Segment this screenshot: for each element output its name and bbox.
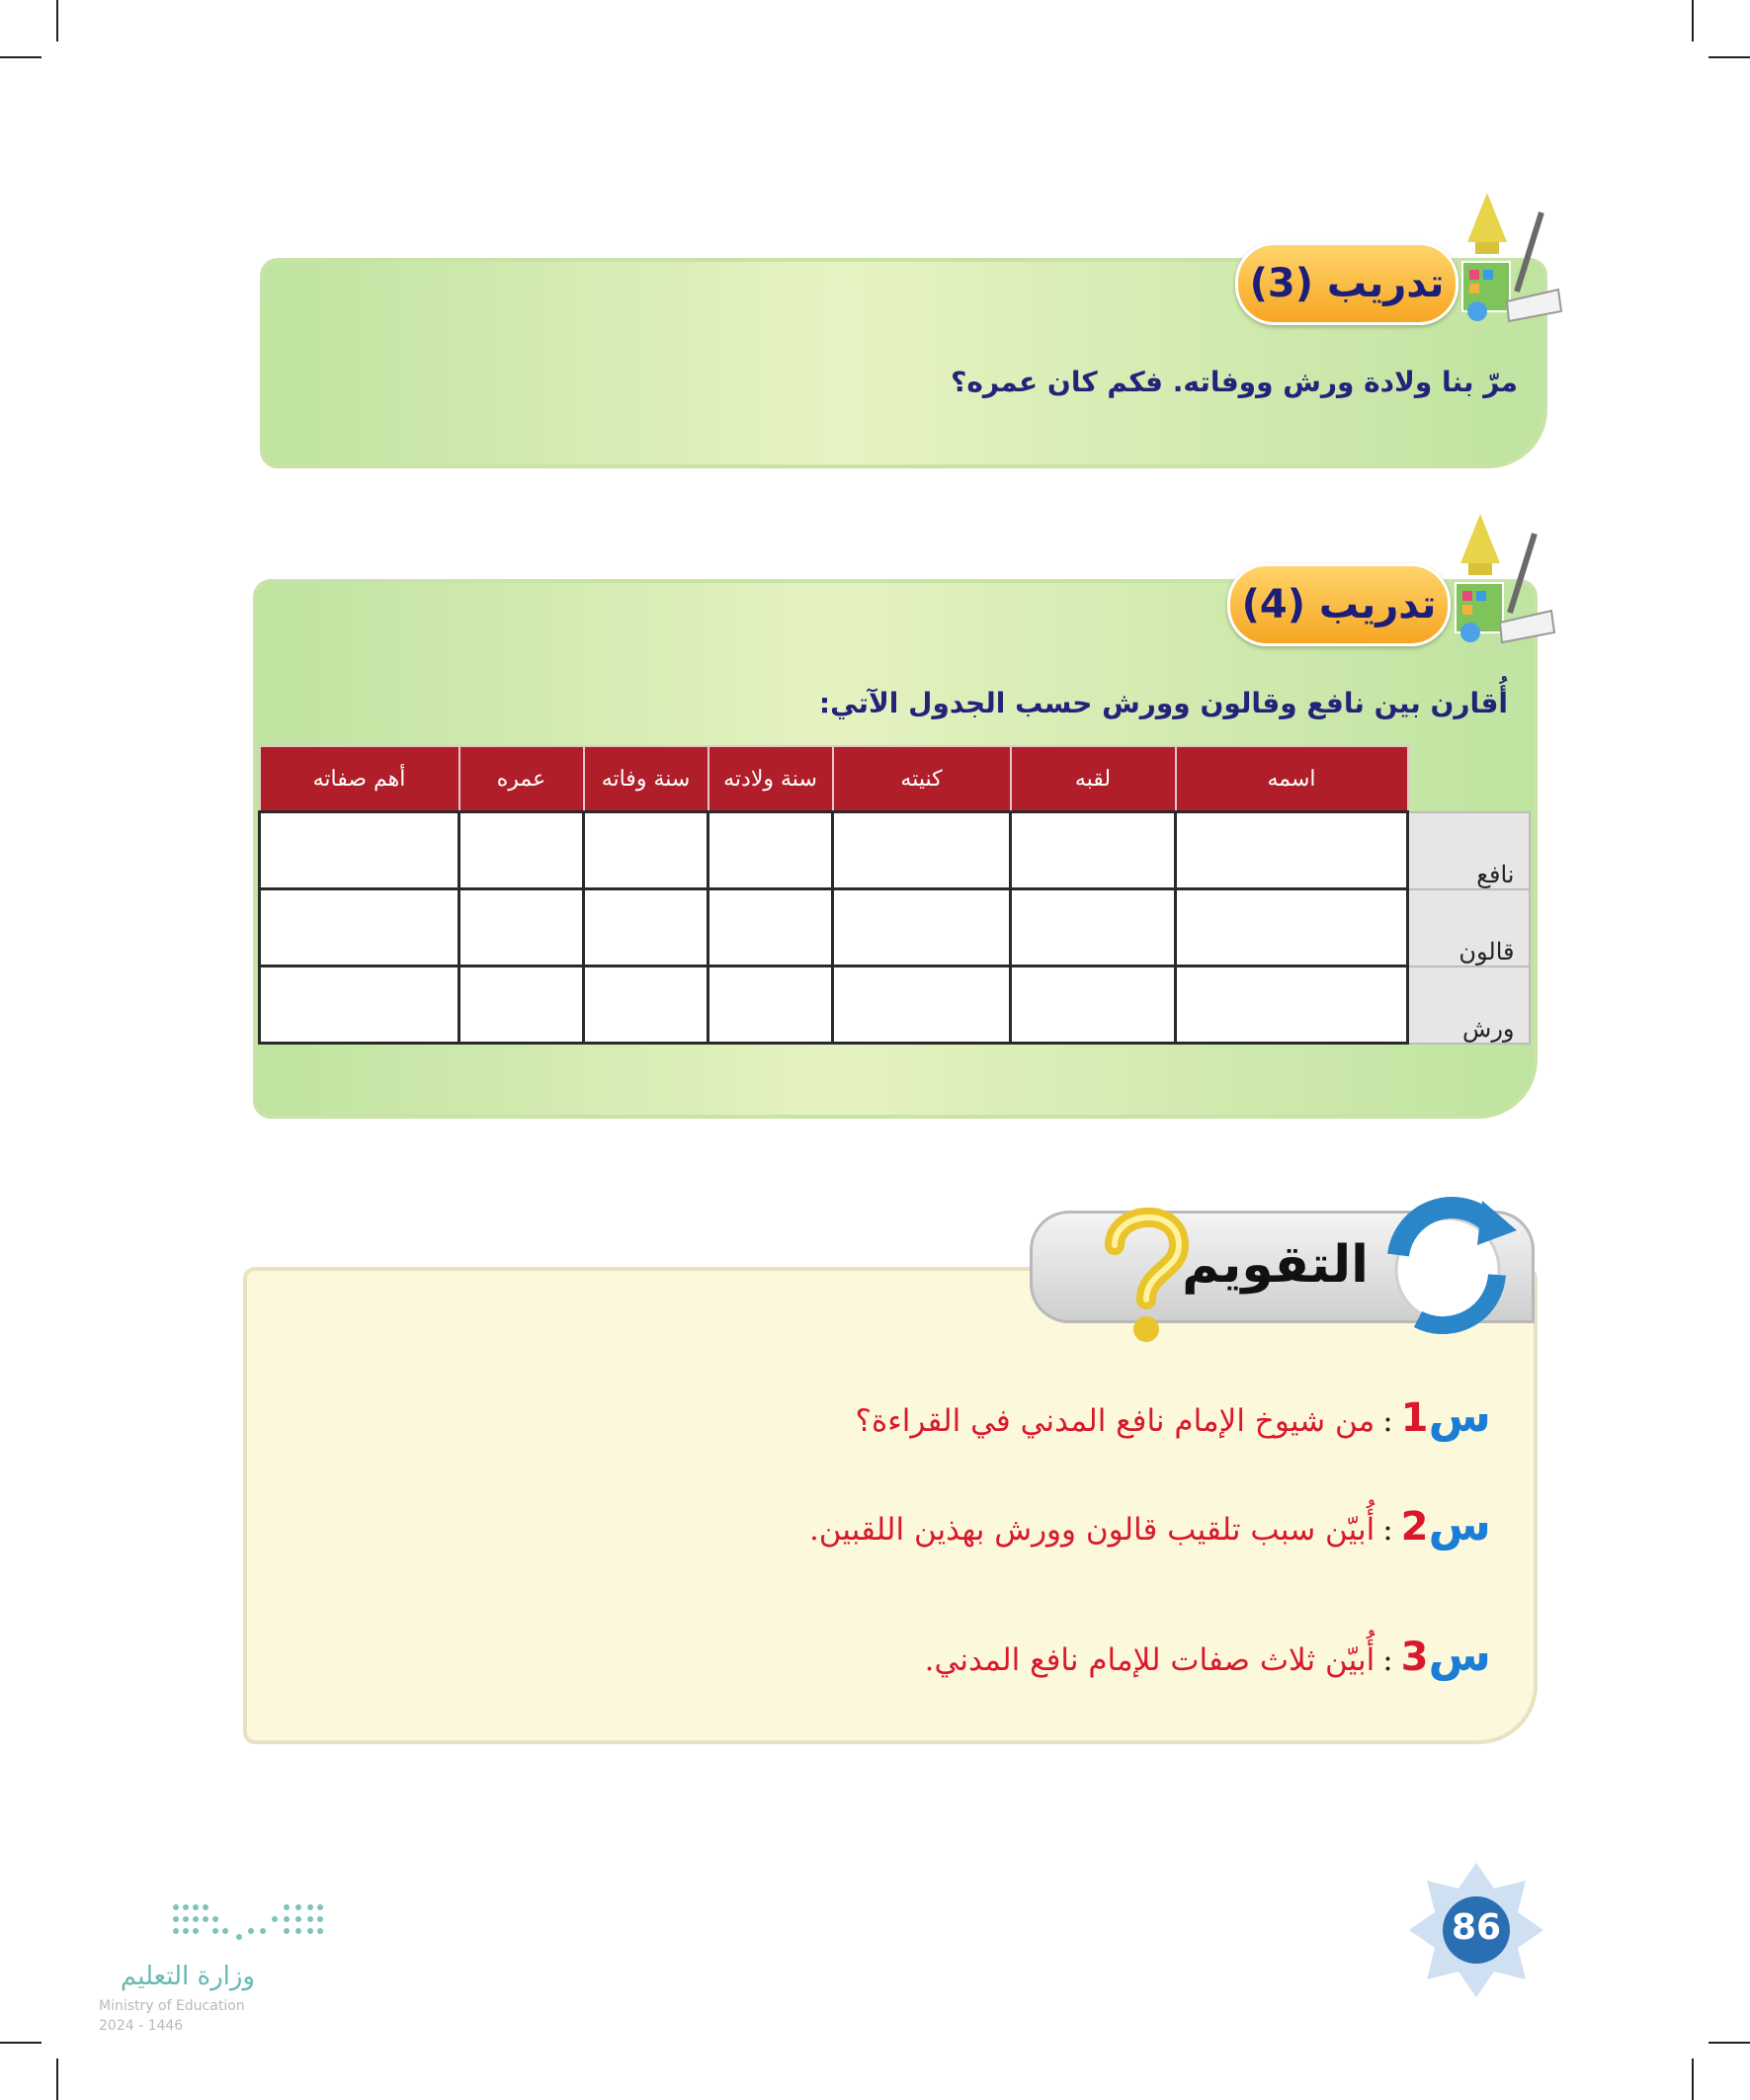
question-2-text: أُبيّن سبب تلقيب قالون وورش بهذين اللقبين. xyxy=(808,1512,1375,1548)
crop-mark xyxy=(1708,2042,1750,2044)
answer-cell[interactable] xyxy=(1011,889,1176,966)
ministry-name-ar: وزارة التعليم xyxy=(120,1962,255,1991)
crop-mark xyxy=(56,0,58,42)
answer-cell[interactable] xyxy=(1176,889,1408,966)
answer-cell[interactable] xyxy=(260,966,459,1044)
row-label: قالون xyxy=(1408,889,1530,966)
comparison-table xyxy=(258,745,1531,1045)
answer-cell[interactable] xyxy=(1011,966,1176,1044)
question-3-label: س3 xyxy=(1400,1628,1491,1681)
question-2-label: س2 xyxy=(1400,1497,1491,1551)
table-header: سنة ولادته xyxy=(708,746,833,812)
answer-cell[interactable] xyxy=(1176,966,1408,1044)
question-2: س2:أُبيّن سبب تلقيب قالون وورش بهذين اللقبين. xyxy=(808,1497,1491,1551)
lamp-books-icon xyxy=(1448,183,1566,331)
row-label: ورش xyxy=(1408,966,1530,1044)
answer-cell[interactable] xyxy=(1176,812,1408,889)
answer-cell[interactable] xyxy=(459,812,584,889)
crop-mark xyxy=(1692,0,1694,42)
answer-cell[interactable] xyxy=(260,812,459,889)
training-3-text: مرّ بنا ولادة ورش ووفاته. فكم كان عمره؟ xyxy=(951,366,1518,398)
evaluation-title: التقويم xyxy=(1182,1235,1369,1295)
table-header: كنيته xyxy=(833,746,1011,812)
table-row xyxy=(260,889,1530,966)
question-3: س3:أُبيّن ثلاث صفات للإمام نافع المدني. xyxy=(924,1628,1491,1681)
answer-cell[interactable] xyxy=(459,889,584,966)
crop-mark xyxy=(0,2042,42,2044)
crop-mark xyxy=(0,56,42,58)
question-1-text: من شيوخ الإمام نافع المدني في القراءة؟ xyxy=(855,1403,1375,1439)
table-header: اسمه xyxy=(1176,746,1408,812)
ministry-logo-icon xyxy=(170,1897,324,1945)
answer-cell[interactable] xyxy=(833,812,1011,889)
answer-cell[interactable] xyxy=(584,812,708,889)
table-row xyxy=(260,812,1530,889)
answer-cell[interactable] xyxy=(459,966,584,1044)
edition-year: 2024 - 1446 xyxy=(99,2018,184,2034)
crop-mark xyxy=(1692,2058,1694,2100)
training-3-title: تدريب (3) xyxy=(1235,242,1458,325)
training-4-title: تدريب (4) xyxy=(1227,563,1451,646)
table-header: أهم صفاته xyxy=(260,746,459,812)
answer-cell[interactable] xyxy=(708,889,833,966)
answer-cell[interactable] xyxy=(833,966,1011,1044)
lamp-books-icon xyxy=(1441,504,1559,652)
crop-mark xyxy=(1708,56,1750,58)
answer-cell[interactable] xyxy=(584,966,708,1044)
answer-cell[interactable] xyxy=(1011,812,1176,889)
table-header-row xyxy=(260,746,1530,812)
question-1: س1:من شيوخ الإمام نافع المدني في القراءة؟ xyxy=(855,1388,1491,1442)
table-header: سنة وفاته xyxy=(584,746,708,812)
answer-cell[interactable] xyxy=(708,812,833,889)
answer-cell[interactable] xyxy=(708,966,833,1044)
training-4-text: أُقارن بين نافع وقالون وورش حسب الجدول الآتي: xyxy=(818,687,1508,719)
answer-cell[interactable] xyxy=(584,889,708,966)
question-3-text: أُبيّن ثلاث صفات للإمام نافع المدني. xyxy=(924,1642,1375,1678)
table-corner xyxy=(1408,746,1530,812)
answer-cell[interactable] xyxy=(833,889,1011,966)
question-1-label: س1 xyxy=(1400,1388,1491,1442)
table-header: عمره xyxy=(459,746,584,812)
refresh-globe-icon xyxy=(1378,1196,1527,1334)
ministry-name-en: Ministry of Education xyxy=(99,1998,245,2014)
table-header: لقبه xyxy=(1011,746,1176,812)
crop-mark xyxy=(56,2058,58,2100)
table-row xyxy=(260,966,1530,1044)
row-label: نافع xyxy=(1408,812,1530,889)
answer-cell[interactable] xyxy=(260,889,459,966)
page-number: 86 xyxy=(1451,1907,1502,1948)
